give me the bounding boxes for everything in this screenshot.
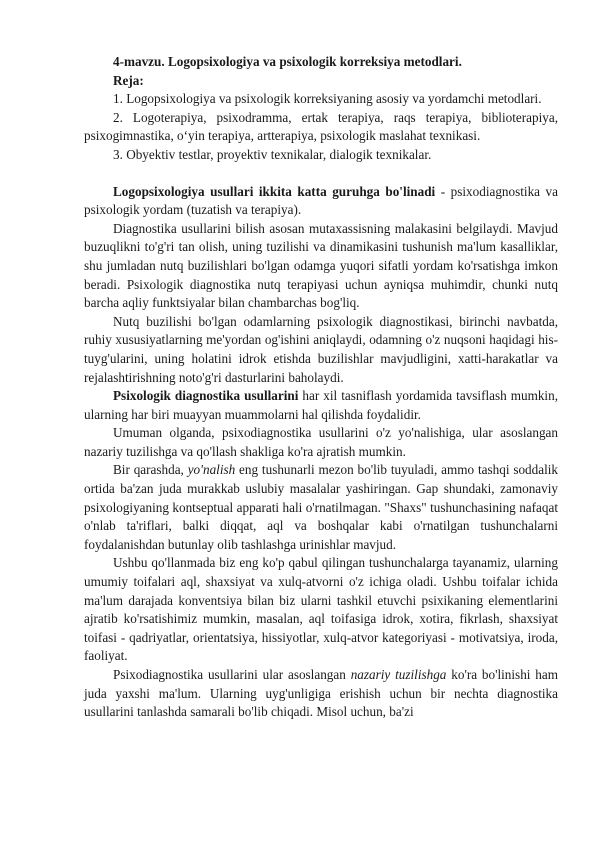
plan-label: Reja: (113, 72, 144, 88)
paragraph-4-bold: Psixologik diagnostika usullarini (113, 388, 299, 404)
paragraph-8 (84, 666, 558, 722)
paragraph-2: Diagnostika usullarini bilish asosan mutaxassisning malakasini belgilaydi. Mavjud buzuqlikni to'g'ri tan olish, uning tuzilishi va dinamikasini tushunish ma'lum kasalliklar, shu jumladan nutq buzilishlari bo'lgan odamga yuqori sifatli yordam ko'rsatishga imkon beradi. Psixologik diagnostika nutq terapiyasi uchun ayniqsa muhimdir, chunki nutq barcha aqliy funktsiyalar bilan chambarchas bog'liq. (84, 220, 558, 311)
document-page (84, 53, 558, 722)
paragraph-1 (84, 183, 558, 220)
paragraph-3: Nutq buzilishi bo'lgan odamlarning psixologik diagnostikasi, birinchi navbatda, ruhiy xususiyatlarning me'yordan og'ishini aniqlaydi, odamning o'z nuqsoni haqidagi his-tuyg'ularini, uning holatini idrok etishda buzilishlar mavjudligini, xatti-harakatlar va rejalashtirishning noto'g'ri dasturlarini baholaydi. (84, 313, 558, 385)
paragraph-5: Umuman olganda, psixodiagnostika usullarini o'z yo'nalishiga, ular asoslangan nazariy tuzilishga va qo'llash shakliga ko'ra ajratish mumkin. (84, 425, 558, 459)
paragraph-6-text-b: eng tushunarli mezon bo'lib tuyuladi, ammo tashqi soddalik ortida ba'zan juda murakkab uslubiy masalalar yashiringan. Gap shundaki, zamonaviy psixologiyaning kontseptual apparati hali o'rnatilmagan. "Shaxs" tushunchasining nafaqat o'nlab ta'riflari, balki diqqat, aql va boshqalar kabi o'rnatilgan tushunchalarni foydalanishdan butunlay olib tashlashga urinishlar mavjud. (84, 462, 559, 552)
paragraph-8-italic: nazariy tuzilishga (350, 667, 447, 682)
spacer (84, 165, 558, 183)
paragraph-8-text-b: ko'ra bo'linishi ham juda yaxshi ma'lum. Ularning uyg'unligiga erishish uchun bir nechta diagnostika usullarini tanlashda samarali bo'lib chiqadi. Misol uchun, ba'zi (84, 667, 559, 720)
paragraph-1-text: - psixodiagnostika va psixologik yordam (tuzatish va terapiya). (84, 183, 558, 218)
plan-item-2: 2. Logoterapiya, psixodramma, ertak terapiya, raqs terapiya, biblioterapiya, psixogimnastika, o‘yin terapiya, artterapiya, psixologik maslahat texnikasi. (84, 109, 558, 144)
paragraph-6-italic: yo'nalish (187, 462, 236, 478)
paragraph-1-bold: Logopsixologiya usullari ikkita katta guruhga bo'linadi (113, 183, 436, 199)
paragraph-4 (84, 387, 558, 424)
plan-item-1: 1. Logopsixologiya va psixologik korreksiyaning asosiy va yordamchi metodlari. (113, 91, 542, 107)
paragraph-6-text-a: Bir qarashda, (113, 462, 188, 478)
paragraph-4-text: har xil tasniflash yordamida tavsiflash mumkin, ularning har biri muayyan muammolarni hal qilishda foydalidir. (84, 388, 558, 422)
paragraph-6 (84, 461, 558, 554)
plan-item-3: 3. Obyektiv testlar, proyektiv texnikalar, dialogik texnikalar. (113, 146, 432, 162)
paragraph-8-text-a: Psixodiagnostika usullarini ular asoslangan (113, 667, 351, 682)
paragraph-7: Ushbu qo'llanmada biz eng ko'p qabul qilingan tushunchalarga tayanamiz, ularning umumiy toifalari aql, shaxsiyat va xulq-atvorni o'z ichiga oladi. Ushbu toifalar ichida ma'lum darajada konventsiya bilan biz ularni tashkil etuvchi psixikaning elementlarini ajratib ko'rsatishimiz mumkin, masalan, aql toifasiga idrok, xotira, fikrlash, shaxsiyat toifasi - qadriyatlar, orientatsiya, hissiyotlar, xulq-atvor kategoriyasi - motivatsiya, iroda, faoliyat. (84, 555, 558, 664)
page-title: 4-mavzu. Logopsixologiya va psixologik korreksiya metodlari. (113, 54, 462, 69)
